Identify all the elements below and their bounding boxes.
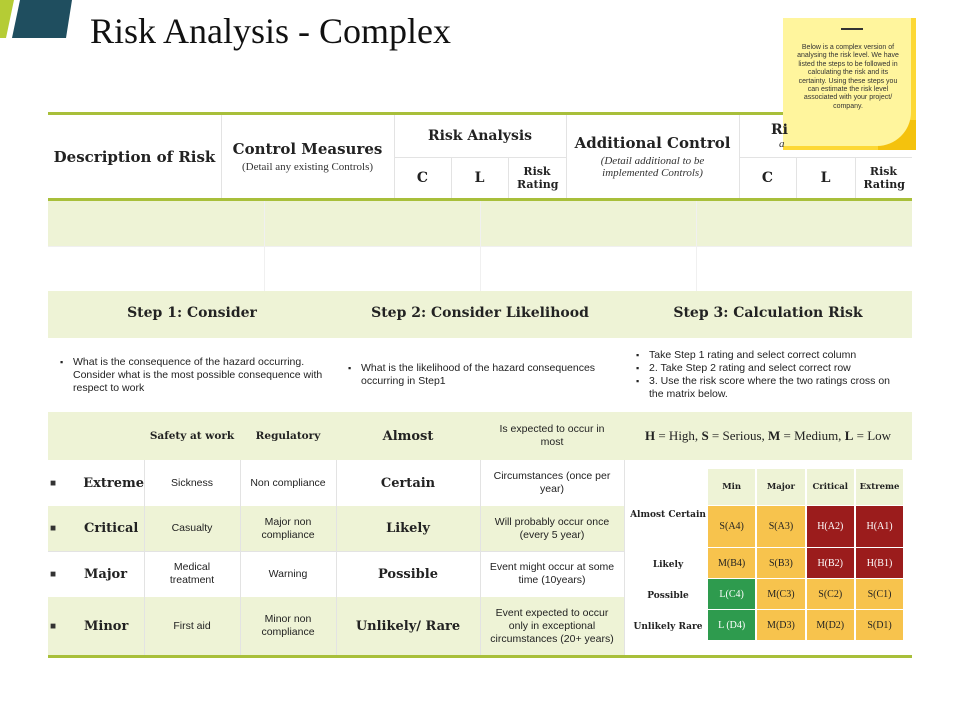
matrix-cell: M(D2) (807, 610, 854, 640)
row-minor (48, 597, 144, 655)
likelihood-almost-desc: Is expected to occur in most (499, 423, 605, 448)
cell-regulatory: Minor non compliance (261, 613, 315, 638)
col-safety-header: Safety at work (149, 430, 235, 442)
header-l-2-label: L (820, 169, 831, 186)
header-risk-analysis-label: Risk Analysis (427, 128, 533, 144)
step-1-title: Step 1: Consider (127, 305, 257, 321)
step-3-title: Step 3: Calculation Risk (673, 305, 863, 321)
header-risk-rating-2-label: Risk Rating (863, 164, 905, 191)
likelihood-possible-desc: Event might occur at some time (10years) (489, 561, 615, 586)
header-additional-control-label: Additional Control (574, 134, 731, 152)
bullet-icon: ■ (50, 477, 57, 489)
row-extreme-label: Extreme (83, 475, 144, 491)
step-3-bullet: ▪ Take Step 1 rating and select correct column (633, 349, 903, 362)
header-description (48, 115, 221, 198)
divider (624, 460, 625, 655)
header-risk-analysis-2 (739, 115, 912, 157)
matrix-row-label: Almost Certain (630, 510, 706, 520)
bullet-icon: ■ (50, 620, 57, 632)
header-c (394, 157, 451, 198)
cell-regulatory: Major non compliance (261, 515, 315, 541)
row-critical (48, 506, 144, 551)
matrix-col-header: Major (757, 469, 804, 505)
matrix-cell: H(B1) (856, 548, 903, 578)
cell-safety: Sickness (170, 476, 213, 489)
step-3-bullet: ▪ 3. Use the risk score where the two ratings cross on the matrix below. (633, 375, 903, 401)
legend-l-text: = Low (853, 428, 892, 443)
matrix-cell: S(A3) (757, 506, 804, 547)
matrix-col-header: Min (708, 469, 755, 505)
step-1-bullet: ▪ What is the consequence of the hazard occurring. Consider what is the most possible consequence with respect to work (57, 356, 337, 395)
header-c-label: C (416, 169, 429, 186)
likelihood-certain-desc: Circumstances (once per year) (493, 470, 611, 495)
header-risk-rating-2 (855, 157, 912, 198)
matrix-cell: H(B2) (807, 548, 854, 578)
header-risk-rating (508, 157, 566, 198)
cell-safety: First aid (173, 619, 211, 632)
matrix-cell: S(D1) (856, 610, 903, 640)
header-description-label: Description of Risk (53, 147, 216, 166)
matrix-cell: H(A2) (807, 506, 854, 547)
step-2-bullet: ▪ What is the likelihood of the hazard consequences occurring in Step1 (345, 362, 615, 388)
legend-h-text: = High, (655, 428, 702, 443)
header-l-2 (796, 157, 855, 198)
cell-regulatory: Non compliance (250, 476, 326, 489)
header-l (451, 157, 508, 198)
header-control-measures-sub: (Detail any existing Controls) (241, 161, 374, 173)
header-risk-analysis-2-sub: a (779, 138, 785, 150)
bullet-icon: ■ (50, 523, 57, 534)
cell-safety: Medical treatment (169, 561, 215, 586)
matrix-cell: L(C4) (708, 579, 755, 609)
header-control-measures (221, 115, 394, 198)
legend-h: H (644, 428, 656, 443)
cell-safety: Casualty (171, 522, 213, 534)
likelihood-unlikely: Unlikely/ Rare (355, 618, 461, 634)
likelihood-almost: Almost (382, 428, 434, 444)
divider (48, 246, 912, 247)
legend-m-text: = Medium, (780, 428, 845, 443)
step-2-title: Step 2: Consider Likelihood (371, 305, 589, 321)
likelihood-likely: Likely (386, 521, 430, 536)
matrix-cell: S(C1) (856, 579, 903, 609)
step-3-bullet: ▪ 2. Take Step 2 rating and select correct row (633, 362, 903, 375)
matrix-cell: S(B3) (757, 548, 804, 578)
matrix-row-label: Possible (647, 591, 689, 601)
page-title: Risk Analysis - Complex (90, 11, 452, 51)
step-1-bullets (57, 356, 337, 395)
table-bottom-rule (48, 655, 912, 658)
header-l-label: L (474, 169, 485, 186)
corner-decoration (0, 0, 80, 42)
col-regulatory-header: Regulatory (255, 430, 321, 442)
row-extreme (48, 460, 144, 506)
step-2-bullets (345, 362, 615, 388)
header-c-2-label: C (761, 169, 774, 186)
likelihood-possible: Possible (378, 566, 438, 582)
bullet-icon: ■ (50, 568, 57, 580)
header-c-2 (739, 157, 796, 198)
matrix-cell: H(A1) (856, 506, 903, 547)
matrix-cell: S(C2) (807, 579, 854, 609)
risk-legend (624, 412, 912, 460)
header-risk-analysis-2-label: Ri (771, 122, 788, 138)
row-critical-label: Critical (84, 521, 139, 536)
header-additional-control-sub: (Detail additional to be implemented Controls) (600, 155, 705, 179)
legend-s: S (701, 428, 709, 443)
matrix-cell: M(C3) (757, 579, 804, 609)
matrix-cell: S(A4) (708, 506, 755, 547)
row-minor-label: Minor (84, 618, 129, 634)
legend-l: L (844, 428, 854, 443)
matrix-row-label: Likely (652, 560, 684, 570)
matrix-col-header: Extreme (856, 469, 903, 505)
step-3-bullets (633, 349, 903, 401)
likelihood-likely-desc: Will probably occur once (every 5 year) (494, 515, 610, 541)
likelihood-unlikely-desc: Event expected to occur only in exceptional circumstances (20+ years) (490, 606, 614, 645)
matrix-row-label: Unlikely Rare (633, 622, 703, 632)
row-major (48, 551, 144, 597)
sticky-note-text: Below is a complex version of analysing the risk level. We have listed the steps to be followed in calculating the risk and its certainty. Using these steps you can estimate the risk level associated with your project/ company. (797, 44, 899, 110)
header-risk-rating-label: Risk Rating (517, 164, 559, 191)
legend-m: M (768, 428, 781, 443)
likelihood-certain: Certain (380, 475, 436, 491)
row-major-label: Major (84, 566, 128, 582)
legend-s-text: = Serious, (708, 428, 769, 443)
header-risk-analysis (394, 115, 566, 157)
sticky-note-dash (841, 28, 863, 30)
header-additional-control (566, 115, 739, 198)
cell-regulatory: Warning (268, 567, 308, 580)
matrix-cell: M(B4) (708, 548, 755, 578)
header-control-measures-label: Control Measures (232, 140, 383, 158)
matrix-col-header: Critical (807, 469, 854, 505)
matrix-cell: L (D4) (708, 610, 755, 640)
matrix-cell: M(D3) (757, 610, 804, 640)
